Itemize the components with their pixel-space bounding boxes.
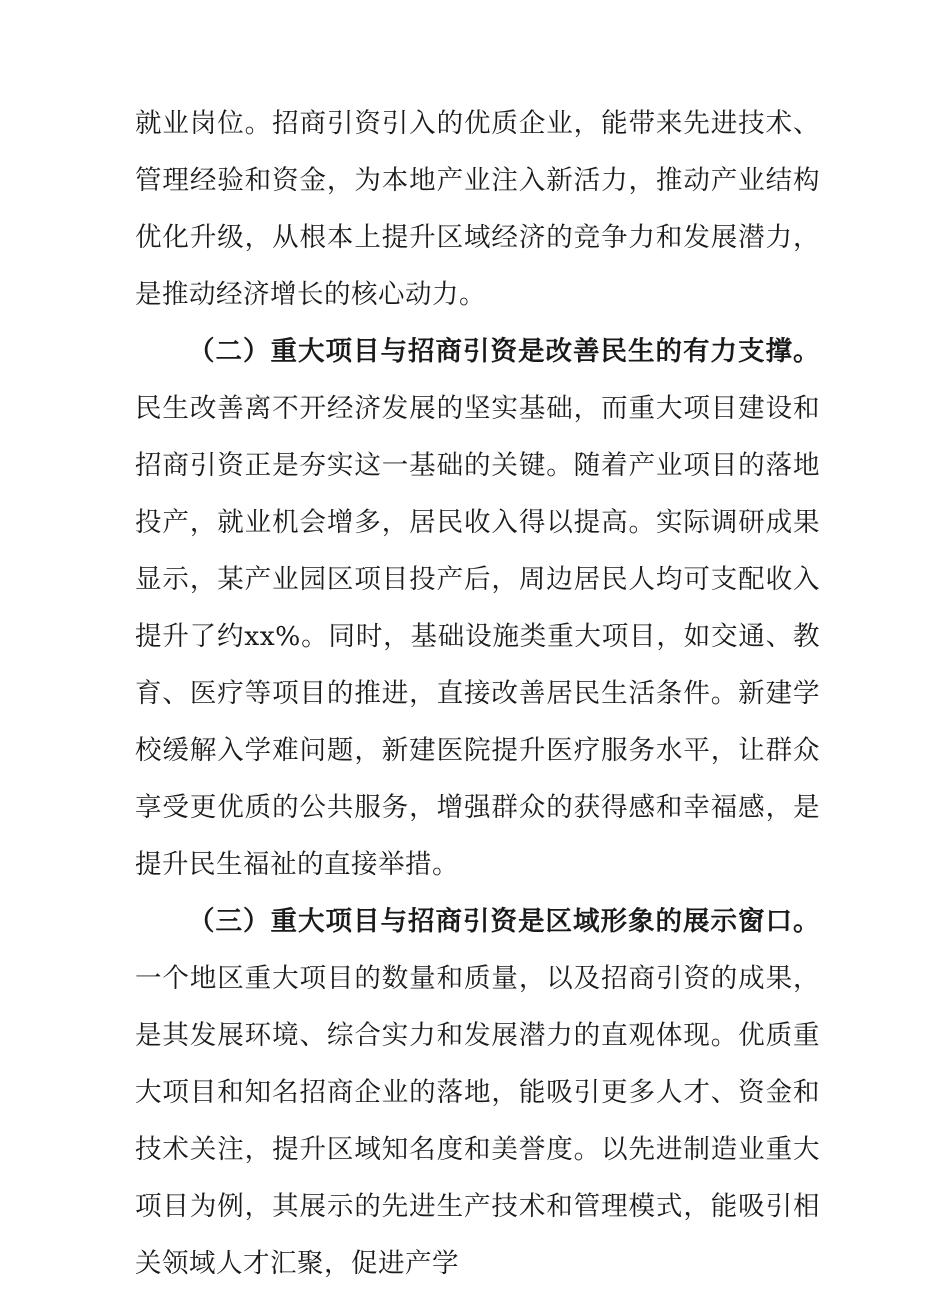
paragraph-3-body-run: 一个地区重大项目的数量和质量，以及招商引资的成果，是其发展环境、综合实力和发展潜力的直观体现。优质重大项目和知名招商企业的落地，能吸引更多人才、资金和技术关注，提升区域知名度和美誉度。以先进制造业重大项目为例，其展示的先进生产技术和管理模式，能吸引相关领域人才汇聚，促进产学 xyxy=(135,963,820,1279)
paragraph-3 xyxy=(135,893,820,1292)
paragraph-3-heading-run: （三）重大项目与招商引资是区域形象的展示窗口。 xyxy=(188,906,820,937)
paragraph-1-run-1: 就业岗位。招商引资引入的优质企业，能带来先进技术、管理经验和资金，为本地产业注入新活力，推动产业结构优化升级，从根本上提升区域经济的竞争力和发展潜力，是推动经济增长的核心动力。 xyxy=(135,108,820,310)
document-body xyxy=(135,95,820,1292)
paragraph-2-heading-run: （二）重大项目与招商引资是改善民生的有力支撑。 xyxy=(188,336,820,367)
paragraph-1 xyxy=(135,95,820,323)
paragraph-2-body-run: 民生改善离不开经济发展的坚实基础，而重大项目建设和招商引资正是夯实这一基础的关键。随着产业项目的落地投产，就业机会增多，居民收入得以提高。实际调研成果显示，某产业园区项目投产后，周边居民人均可支配收入提升了约xx%。同时，基础设施类重大项目，如交通、教育、医疗等项目的推进，直接改善居民生活条件。新建学校缓解入学难问题，新建医院提升医疗服务水平，让群众享受更优质的公共服务，增强群众的获得感和幸福感，是提升民生福祉的直接举措。 xyxy=(135,393,820,880)
paragraph-2 xyxy=(135,323,820,893)
